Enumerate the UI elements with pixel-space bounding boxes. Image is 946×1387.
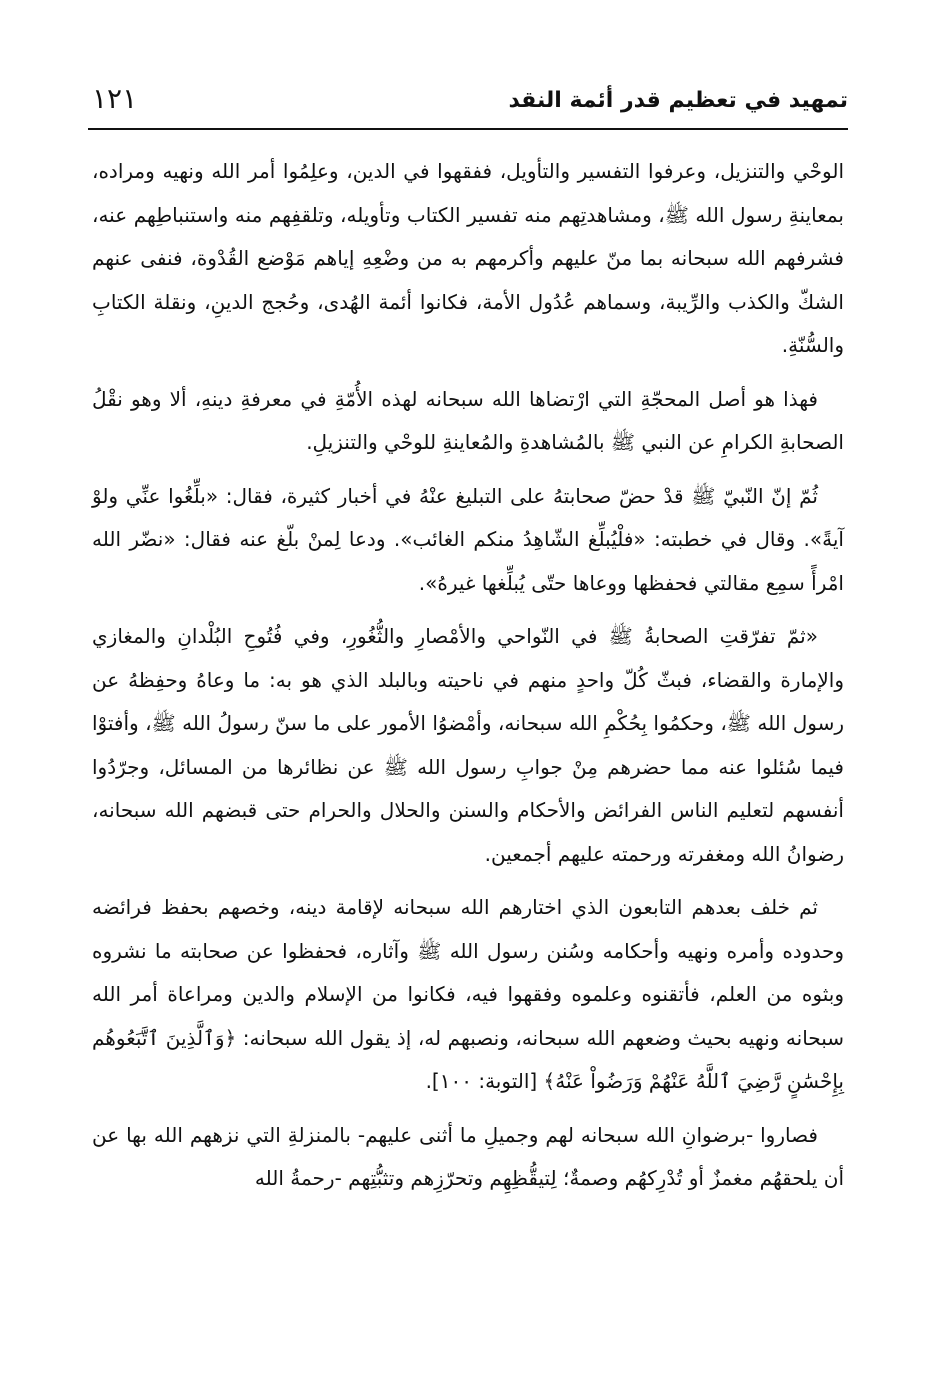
header-divider bbox=[88, 128, 848, 130]
body-text bbox=[92, 150, 844, 1201]
paragraph-5: ثم خلف بعدهم التابعون الذي اختارهم الله سبحانه لإقامة دينه، وخصهم بحفظ فرائضه وحدوده وأمره ونهيه وأحكامه وسُنن رسول الله ﷺ وآثاره، فحفظوا عن صحابته ما نشروه وبثوه من العلم، فأتقنوه وعلموه وفقهوا فيه، فكانوا من الإسلام والدين ومراعاة أمر الله سبحانه ونهيه بحيث وضعهم الله سبحانه، ونصبهم له، إذ يقول الله سبحانه: ﴿وَٱلَّذِينَ ٱتَّبَعُوهُم بِإِحْسَٰنٍ رَّضِيَ ٱللَّهُ عَنْهُمْ وَرَضُواْ عَنْهُ﴾ [التوبة: ١٠٠]. bbox=[92, 895, 844, 1093]
paragraph-3: ثُمّ إنّ النّبيّ ﷺ قدْ حضّ صحابتهُ على التبليغ عنْهُ في أخبار كثيرة، فقال: «بلِّغُوا عنِّي ولوْ آيةً». وقال في خطبته: «فلْيُبلِّغ الشّاهِدُ منكم الغائب». ودعا لِمنْ بلّغ عنه فقال: «نضّر الله امْرأً سمِع مقالتي فحفظها ووعاها حتّى يُبلِّغها غيرهُ». bbox=[92, 483, 844, 595]
running-header bbox=[88, 80, 848, 126]
page-number: ١٢١ bbox=[92, 82, 138, 115]
paragraph-6: فصاروا -برضوانِ الله سبحانه لهم وجميلِ ما أثنى عليهم- بالمنزلةِ التي نزههم الله بها عن أن يلحقهُم مغمزٌ أو تُدْرِكهُم وصمةٌ؛ لِتيقُّظِهِم وتحرّزِهم وتثبُّتِهم -رحمةُ الله bbox=[92, 1122, 844, 1190]
paragraph-2: فهذا هو أصل المحجّةِ التي ارْتضاها الله سبحانه لهذه الأُمّةِ في معرفةِ دينهِ، ألا وهو نقْلُ الصحابةِ الكرامِ عن النبي ﷺ بالمُشاهدةِ والمُعاينةِ للوحْي والتنزيلِ. bbox=[92, 386, 844, 454]
paragraph-4: «ثمّ تفرّقتِ الصحابةُ ﷺ في النّواحي والأمْصارِ والثُّغُورِ، وفي فُتُوحِ البُلْدانِ والمغازي والإمارة والقضاء، فبثّ كُلّ واحدٍ منهم في ناحيته وبالبلد الذي هو به: ما وعاهُ وحفِظهُ عن رسول الله ﷺ، وحكمُوا بِحُكْمِ الله سبحانه، وأمْضوُا الأمور على ما سنّ رسولُ الله ﷺ، وأفتوْا فيما سُئلوا عنه مما حضرهم مِنْ جوابِ رسول الله ﷺ عن نظائرها من المسائل، وجرّدُوا أنفسهم لتعليم الناس الفرائض والأحكام والسنن والحلال والحرام حتى قبضهم الله سبحانه، رضوانُ الله ومغفرته ورحمته عليهم أجمعين. bbox=[92, 624, 844, 866]
paragraph-1: الوحْي والتنزيل، وعرفوا التفسير والتأويل، ففقهوا في الدين، وعلِمُوا أمر الله ونهيه ومراده، بمعاينةِ رسول الله ﷺ، ومشاهدتِهم منه تفسير الكتاب وتأويله، وتلقفِهم منه واستنباطِهم عنه، فشرفهم الله سبحانه بما منّ عليهم وأكرمهم به من وضْعِهِ إياهم مَوْضع القُدْوة، فنفى عنهم الشكّ والكذب والرِّيبة، وسماهم عُدُول الأمة، فكانوا أئمة الهُدى، وحُجج الدينِ، ونقلة الكتابِ والسُّنّةِ. bbox=[92, 159, 844, 357]
running-header-title: تمهيد في تعظيم قدر أئمة النقد bbox=[508, 88, 848, 113]
